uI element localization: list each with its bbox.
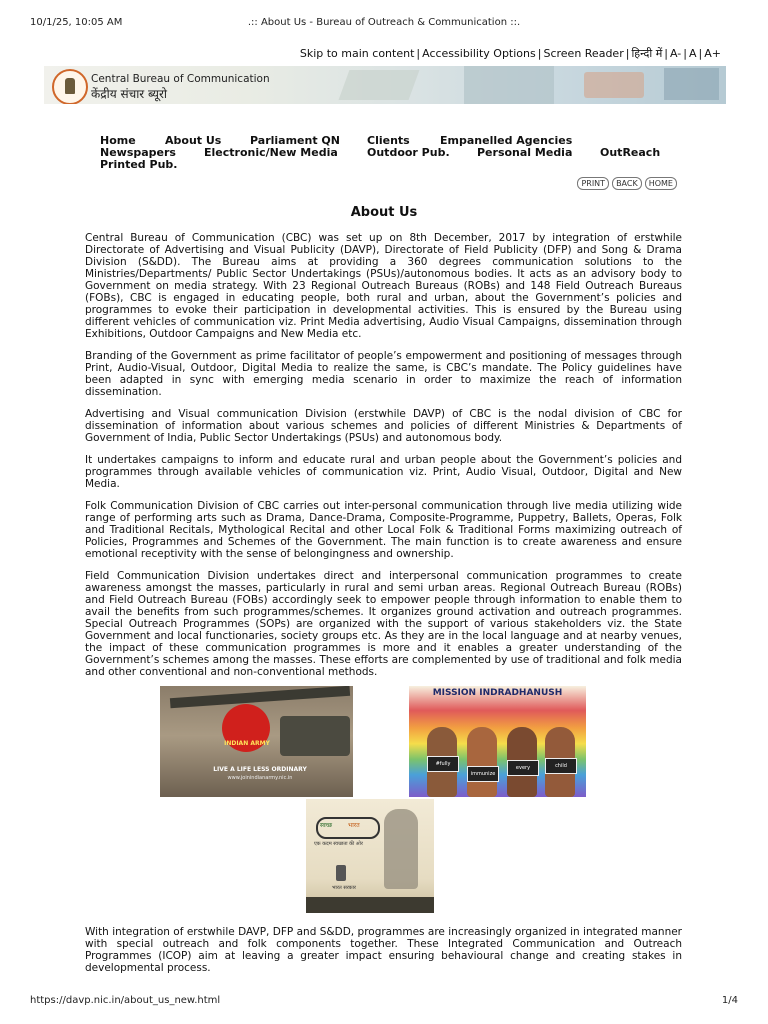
print-footer — [30, 995, 738, 1009]
screen-reader-link[interactable]: Screen Reader — [543, 47, 624, 60]
main-navigation — [100, 134, 690, 170]
font-normal-link[interactable]: A — [689, 47, 697, 60]
nav-outreach[interactable]: OutReach — [600, 146, 661, 159]
print-header — [30, 17, 738, 31]
placard: immunize — [467, 766, 499, 782]
swachh-word: स्वच्छ — [320, 822, 333, 829]
hindi-language-link[interactable]: हिन्दी में — [631, 47, 663, 60]
site-banner — [44, 66, 726, 104]
print-url: https://davp.nic.in/about_us_new.html — [30, 995, 221, 1006]
content-paragraph: Advertising and Visual communication Division (erstwhile DAVP) of CBC is the nodal division of CBC for dissemination of information about various schemes and policies of different Ministries & Departments of Government of India, Public Sector Undertakings (PSUs) and autonomous body. — [85, 408, 682, 444]
artillery-barrel — [170, 686, 350, 708]
closing-content — [85, 926, 682, 974]
artillery-body — [280, 716, 350, 756]
placard: child — [545, 758, 577, 774]
site-name-english[interactable]: Central Bureau of Communication — [91, 73, 270, 85]
nav-clients[interactable]: Clients — [367, 134, 410, 147]
cbc-emblem-icon[interactable] — [52, 69, 88, 104]
link-separator: | — [664, 47, 669, 60]
army-badge-text: INDIAN ARMY — [224, 740, 270, 747]
link-separator: | — [698, 47, 703, 60]
main-content — [85, 232, 682, 678]
print-button[interactable]: PRINT — [577, 177, 609, 190]
page-tools — [577, 177, 677, 190]
skip-to-main-link[interactable]: Skip to main content — [299, 47, 415, 60]
print-datetime: 10/1/25, 10:05 AM — [30, 17, 123, 28]
child-figure — [467, 727, 497, 797]
accessibility-options-link[interactable]: Accessibility Options — [422, 47, 536, 60]
army-url: www.joinindianarmy.nic.in — [227, 775, 293, 781]
nav-printed-pub[interactable]: Printed Pub. — [100, 158, 178, 171]
swachh-caption: भारत सरकार — [332, 885, 356, 891]
font-increase-link[interactable]: A+ — [704, 47, 721, 60]
print-title: .:: About Us - Bureau of Outreach & Communication ::. — [247, 17, 521, 28]
nav-electronic-new-media[interactable]: Electronic/New Media — [204, 146, 338, 159]
gandhi-figure — [384, 809, 418, 889]
content-paragraph: Field Communication Division undertakes direct and interpersonal communication programmes to create awareness amongst the masses, particularly in rural and semi urban areas. Regional Outreach Bureau (ROBs) and Field Outreach Bureau (FOBs) accordingly seek to empower people through information to enable them to avail the benefits from such programmes/schemes. It organizes ground activation and outreach programmes. Special Outreach Programmes (SOPs) are organized with the support of various stakeholders viz. the State Government and local functionaries, society groups etc. As they are in the local language and at nearby venues, the impact of these communication programmes is more and it enables a greater understanding of the Government’s schemes among the masses. These efforts are complemented by use of traditional and folk media and other conventional and non-conventional methods. — [85, 570, 682, 678]
nav-personal-media[interactable]: Personal Media — [477, 146, 573, 159]
content-paragraph: Folk Communication Division of CBC carries out inter-personal communication through live media utilizing wide range of performing arts such as Drama, Dance-Drama, Composite-Programme, Puppetry, Ballets, Operas, Folk and Traditional Recitals, Mythological Recital and other Local Folk & Traditional Forms maximizing outreach of Policies, Programmes and Schemes of the Government. The main function is to create awareness and ensure emotional receptivity with the sense of belongingness and ownership. — [85, 500, 682, 560]
swachh-subtitle: एक कदम स्वच्छता की ओर — [314, 841, 363, 847]
swachh-bharat-image — [306, 799, 434, 913]
mission-indradhanush-image — [409, 686, 586, 797]
national-emblem-icon — [336, 865, 346, 881]
army-tagline: LIVE A LIFE LESS ORDINARY — [213, 766, 307, 773]
home-button[interactable]: HOME — [645, 177, 677, 190]
bharat-word: भारत — [348, 822, 360, 829]
indian-army-image — [160, 686, 353, 797]
link-separator: | — [625, 47, 630, 60]
nav-empanelled-agencies[interactable]: Empanelled Agencies — [440, 134, 573, 147]
nav-outdoor-pub[interactable]: Outdoor Pub. — [367, 146, 450, 159]
link-separator: | — [537, 47, 542, 60]
nav-parliament-qn[interactable]: Parliament QN — [250, 134, 340, 147]
font-decrease-link[interactable]: A- — [670, 47, 682, 60]
banner-decoration — [664, 68, 719, 100]
banner-decoration — [339, 70, 420, 100]
nav-home[interactable]: Home — [100, 134, 136, 147]
banner-decoration — [464, 66, 554, 104]
banner-decoration — [584, 72, 644, 98]
placard: every — [507, 760, 539, 776]
link-separator: | — [416, 47, 421, 60]
content-paragraph: It undertakes campaigns to inform and educate rural and urban people about the Government’s policies and programmes through available vehicles of communication viz. Print, Audio Visual, Outdoor, Digital and New Media. — [85, 454, 682, 490]
utility-links — [300, 46, 721, 61]
nav-newspapers[interactable]: Newspapers — [100, 146, 176, 159]
page-title: About Us — [350, 205, 418, 220]
print-page-number: 1/4 — [721, 995, 738, 1006]
mission-title: MISSION INDRADHANUSH — [432, 688, 563, 698]
grass-silhouette — [306, 897, 434, 913]
back-button[interactable]: BACK — [612, 177, 642, 190]
content-paragraph: With integration of erstwhile DAVP, DFP and S&DD, programmes are increasingly organized in integrated manner with special outreach and folk components together. These Integrated Communication and Outreach Programmes (ICOP) aim at leaving a greater impact ensuring behavioural change and creating stakes in developmental process. — [85, 926, 682, 974]
site-name-hindi[interactable]: केंद्रीय संचार ब्यूरो — [91, 87, 168, 101]
nav-row — [100, 134, 690, 146]
nav-about-us[interactable]: About Us — [165, 134, 222, 147]
content-paragraph: Central Bureau of Communication (CBC) was set up on 8th December, 2017 by integration of erstwhile Directorate of Advertising and Visual Publicity (DAVP), Directorate of Field Publicity (DFP) and Song & Drama Division (S&DD). The Bureau aims at providing a 360 degrees communication solutions to the Ministries/Departments/ Public Sector Undertakings (PSUs)/autonomous bodies. It acts as an advisory body to Government on media strategy. With 23 Regional Outreach Bureaus (ROBs) and 148 Field Outreach Bureaus (FOBs), CBC is engaged in educating people, both rural and urban, about the Government’s policies and programmes to evoke their participation in developmental activities. This is ensured by the Bureau using different vehicles of communication viz. Print Media advertising, Audio Visual Campaigns, dissemination through Exhibitions, Outdoor Campaigns and New Media etc. — [85, 232, 682, 340]
nav-row — [100, 158, 690, 170]
content-paragraph: Branding of the Government as prime facilitator of people’s empowerment and positioning of messages through Print, Audio-Visual, Outdoor, Digital Media to realize the same, is CBC’s mandate. The Policy guidelines have been adapted in sync with emerging media scenario in order to maximize the reach of information dissemination. — [85, 350, 682, 398]
link-separator: | — [683, 47, 687, 60]
nav-row — [100, 146, 690, 158]
placard: #fully — [427, 756, 459, 772]
